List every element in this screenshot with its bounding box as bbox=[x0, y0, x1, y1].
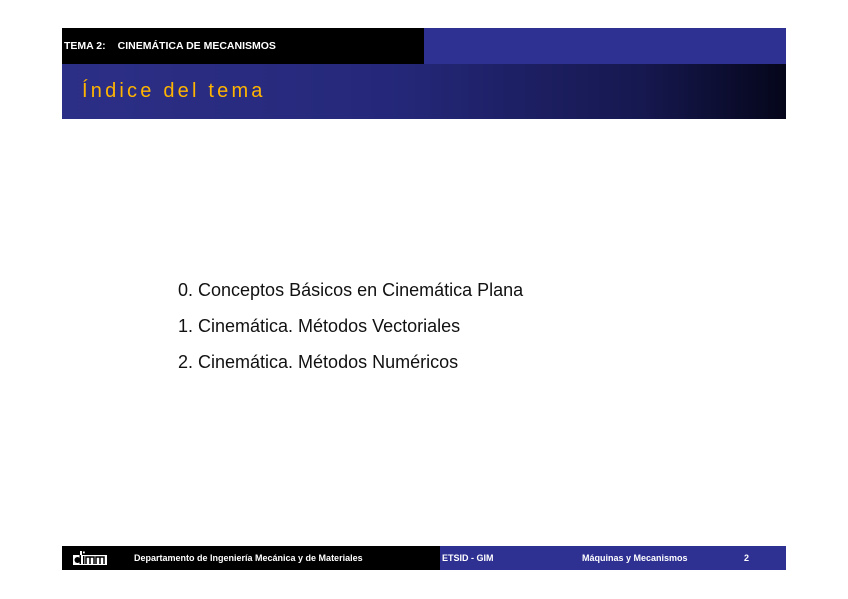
tema-label: TEMA 2: bbox=[64, 40, 106, 52]
header-label-area bbox=[62, 28, 424, 64]
footer bbox=[62, 546, 786, 570]
header-blue-area bbox=[424, 28, 786, 64]
index-item-0: 0. Conceptos Básicos en Cinemática Plana bbox=[178, 280, 524, 300]
footer-school: ETSID - GIM bbox=[442, 553, 494, 563]
header-subtitle-band bbox=[62, 64, 786, 119]
index-item-1: 1. Cinemática. Métodos Vectoriales bbox=[178, 316, 461, 336]
index-item-2: 2. Cinemática. Métodos Numéricos bbox=[178, 352, 459, 372]
footer-department: Departamento de Ingeniería Mecánica y de Materiales bbox=[118, 546, 440, 570]
department-logo-mark bbox=[72, 550, 108, 566]
tema-title: CINEMÁTICA DE MECANISMOS bbox=[117, 40, 276, 52]
header-top-band bbox=[62, 28, 786, 64]
slide bbox=[62, 28, 786, 572]
footer-course: Máquinas y Mecanismos bbox=[582, 553, 688, 563]
page-number: 2 bbox=[744, 553, 750, 563]
slide-title: Índice del tema bbox=[82, 80, 266, 102]
department-logo-icon bbox=[62, 546, 118, 570]
index-list bbox=[178, 272, 523, 380]
